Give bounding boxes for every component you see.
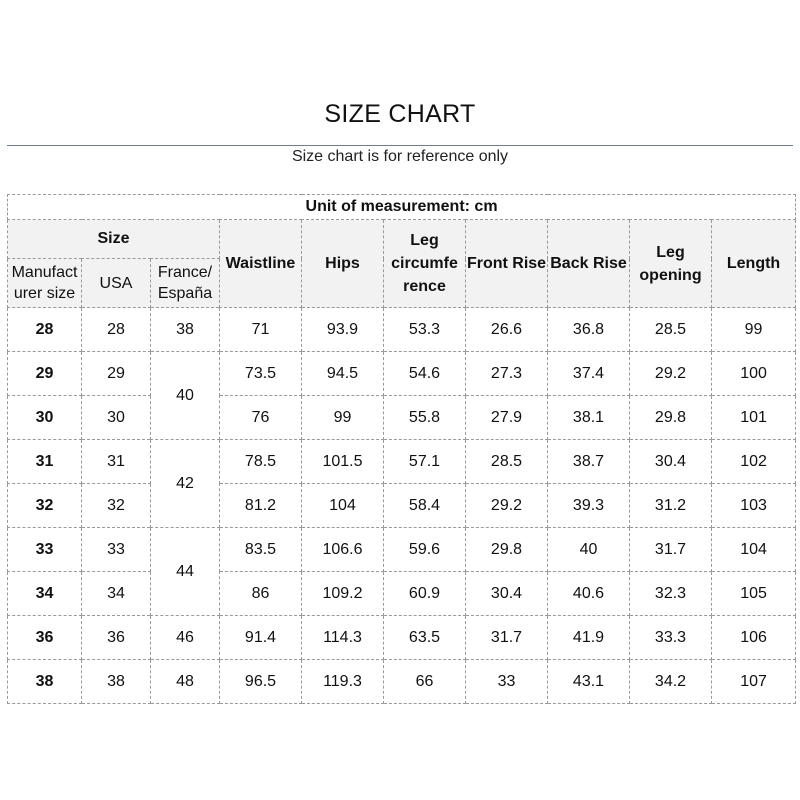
cell-hips: 101.5	[302, 440, 384, 484]
cell-hips: 94.5	[302, 352, 384, 396]
cell-france-espana: 42	[151, 440, 220, 528]
cell-hips: 119.3	[302, 660, 384, 704]
cell-waistline: 96.5	[220, 660, 302, 704]
cell-leg-opening: 31.2	[630, 484, 712, 528]
cell-front-rise: 26.6	[466, 308, 548, 352]
cell-usa: 31	[82, 440, 151, 484]
cell-leg-opening: 28.5	[630, 308, 712, 352]
cell-manufacturer-size: 29	[8, 352, 82, 396]
header-size: Size	[8, 220, 220, 259]
table-row	[8, 484, 796, 528]
cell-hips: 93.9	[302, 308, 384, 352]
cell-hips: 104	[302, 484, 384, 528]
cell-manufacturer-size: 36	[8, 616, 82, 660]
cell-back-rise: 40.6	[548, 572, 630, 616]
cell-usa: 33	[82, 528, 151, 572]
cell-back-rise: 43.1	[548, 660, 630, 704]
cell-manufacturer-size: 38	[8, 660, 82, 704]
cell-leg-circumference: 60.9	[384, 572, 466, 616]
cell-leg-circumference: 59.6	[384, 528, 466, 572]
cell-waistline: 71	[220, 308, 302, 352]
cell-back-rise: 36.8	[548, 308, 630, 352]
cell-leg-opening: 31.7	[630, 528, 712, 572]
cell-leg-opening: 33.3	[630, 616, 712, 660]
table-row	[8, 352, 796, 396]
cell-back-rise: 38.7	[548, 440, 630, 484]
cell-hips: 99	[302, 396, 384, 440]
cell-waistline: 78.5	[220, 440, 302, 484]
cell-waistline: 81.2	[220, 484, 302, 528]
cell-length: 99	[712, 308, 796, 352]
cell-waistline: 76	[220, 396, 302, 440]
cell-leg-opening: 29.2	[630, 352, 712, 396]
cell-front-rise: 29.2	[466, 484, 548, 528]
header-length: Length	[712, 220, 796, 308]
cell-front-rise: 30.4	[466, 572, 548, 616]
header-front-rise: Front Rise	[466, 220, 548, 308]
cell-manufacturer-size: 32	[8, 484, 82, 528]
cell-hips: 106.6	[302, 528, 384, 572]
cell-waistline: 91.4	[220, 616, 302, 660]
table-row	[8, 572, 796, 616]
header-manufacturer-size: Manufact urer size	[8, 259, 82, 308]
cell-length: 106	[712, 616, 796, 660]
cell-length: 100	[712, 352, 796, 396]
cell-back-rise: 41.9	[548, 616, 630, 660]
header-leg-opening: Leg opening	[630, 220, 712, 308]
cell-leg-opening: 34.2	[630, 660, 712, 704]
cell-front-rise: 27.3	[466, 352, 548, 396]
header-back-rise: Back Rise	[548, 220, 630, 308]
cell-france-espana: 48	[151, 660, 220, 704]
page-subtitle: Size chart is for reference only	[291, 148, 509, 165]
page-title: SIZE CHART	[324, 100, 476, 128]
cell-france-espana: 38	[151, 308, 220, 352]
cell-front-rise: 27.9	[466, 396, 548, 440]
cell-usa: 32	[82, 484, 151, 528]
cell-leg-circumference: 57.1	[384, 440, 466, 484]
cell-leg-circumference: 55.8	[384, 396, 466, 440]
table-row	[8, 440, 796, 484]
cell-waistline: 73.5	[220, 352, 302, 396]
cell-length: 102	[712, 440, 796, 484]
cell-usa: 28	[82, 308, 151, 352]
title-divider	[7, 145, 793, 146]
header-usa: USA	[82, 259, 151, 308]
cell-leg-opening: 30.4	[630, 440, 712, 484]
cell-front-rise: 33	[466, 660, 548, 704]
cell-usa: 34	[82, 572, 151, 616]
cell-length: 105	[712, 572, 796, 616]
cell-hips: 114.3	[302, 616, 384, 660]
cell-usa: 29	[82, 352, 151, 396]
cell-back-rise: 38.1	[548, 396, 630, 440]
header-leg-circumference: Leg circumfe rence	[384, 220, 466, 308]
table-row	[8, 396, 796, 440]
cell-leg-circumference: 53.3	[384, 308, 466, 352]
cell-leg-circumference: 58.4	[384, 484, 466, 528]
size-chart-table	[7, 194, 796, 704]
unit-of-measurement-note: Unit of measurement: cm	[8, 195, 796, 220]
cell-usa: 30	[82, 396, 151, 440]
table-row	[8, 308, 796, 352]
cell-back-rise: 40	[548, 528, 630, 572]
cell-france-espana: 44	[151, 528, 220, 616]
cell-front-rise: 28.5	[466, 440, 548, 484]
cell-front-rise: 31.7	[466, 616, 548, 660]
header-waistline: Waistline	[220, 220, 302, 308]
cell-manufacturer-size: 33	[8, 528, 82, 572]
cell-waistline: 86	[220, 572, 302, 616]
cell-front-rise: 29.8	[466, 528, 548, 572]
cell-france-espana: 46	[151, 616, 220, 660]
cell-leg-circumference: 63.5	[384, 616, 466, 660]
header-france-espana: France/ España	[151, 259, 220, 308]
cell-leg-circumference: 54.6	[384, 352, 466, 396]
cell-leg-opening: 32.3	[630, 572, 712, 616]
cell-hips: 109.2	[302, 572, 384, 616]
cell-france-espana: 40	[151, 352, 220, 440]
header-hips: Hips	[302, 220, 384, 308]
cell-length: 103	[712, 484, 796, 528]
cell-manufacturer-size: 31	[8, 440, 82, 484]
cell-back-rise: 39.3	[548, 484, 630, 528]
cell-manufacturer-size: 28	[8, 308, 82, 352]
table-row	[8, 660, 796, 704]
cell-leg-opening: 29.8	[630, 396, 712, 440]
cell-length: 101	[712, 396, 796, 440]
cell-usa: 38	[82, 660, 151, 704]
table-row	[8, 528, 796, 572]
cell-length: 107	[712, 660, 796, 704]
cell-leg-circumference: 66	[384, 660, 466, 704]
cell-manufacturer-size: 34	[8, 572, 82, 616]
cell-usa: 36	[82, 616, 151, 660]
cell-waistline: 83.5	[220, 528, 302, 572]
cell-back-rise: 37.4	[548, 352, 630, 396]
cell-length: 104	[712, 528, 796, 572]
cell-manufacturer-size: 30	[8, 396, 82, 440]
table-row	[8, 616, 796, 660]
